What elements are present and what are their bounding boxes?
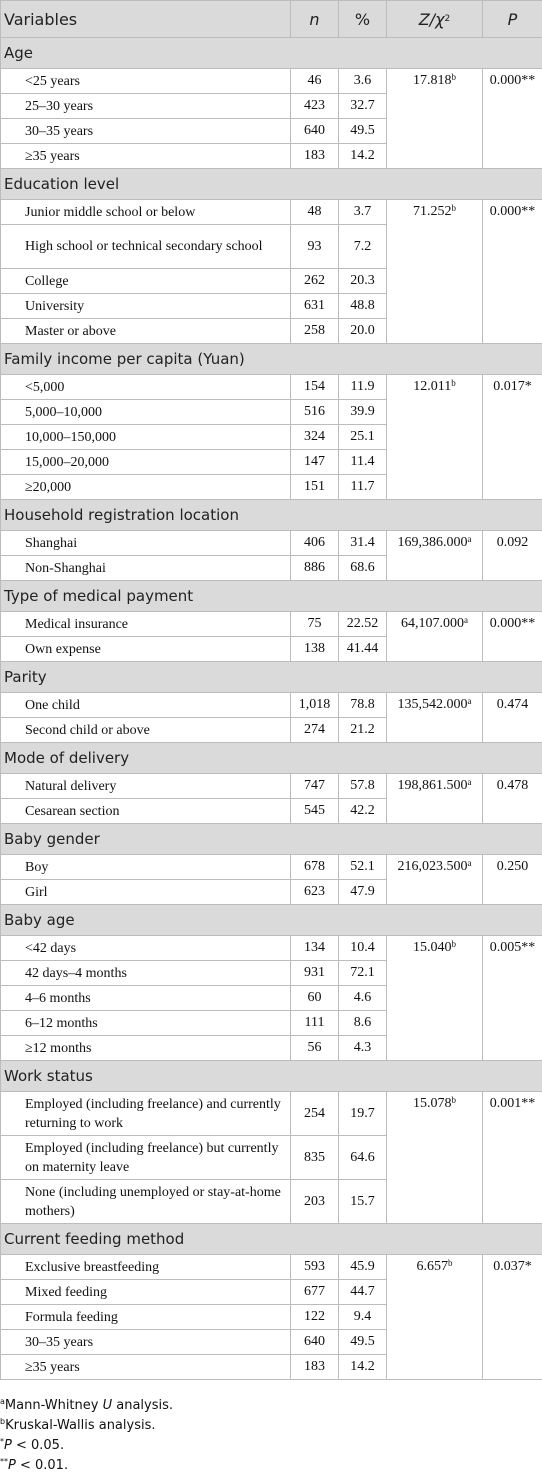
row-label: ≥35 years — [1, 144, 291, 169]
footnote-text-end: < 0.05. — [11, 1438, 65, 1453]
test-statistic-value: 64,107.000 — [401, 616, 464, 631]
row-percent: 47.9 — [339, 880, 387, 905]
footnote-text: Kruskal-Wallis analysis. — [5, 1418, 156, 1433]
row-percent: 25.1 — [339, 425, 387, 450]
header-variables: Variables — [1, 1, 291, 38]
header-n: n — [291, 1, 339, 38]
row-count: 324 — [291, 425, 339, 450]
row-label: None (including unemployed or stay-at-home mothers) — [1, 1180, 291, 1224]
row-percent: 15.7 — [339, 1180, 387, 1224]
row-count: 677 — [291, 1280, 339, 1305]
row-count: 60 — [291, 986, 339, 1011]
row-label: Non-Shanghai — [1, 556, 291, 581]
p-value-cell — [483, 855, 542, 905]
row-percent: 68.6 — [339, 556, 387, 581]
row-count: 593 — [291, 1255, 339, 1280]
p-value: 0.005** — [489, 940, 536, 955]
group-header-row — [1, 824, 542, 855]
row-percent: 14.2 — [339, 144, 387, 169]
row-count: 138 — [291, 637, 339, 662]
row-count: 75 — [291, 612, 339, 637]
row-percent: 19.7 — [339, 1092, 387, 1136]
footnote — [0, 1436, 542, 1456]
group-header-row — [1, 38, 542, 69]
row-count: 122 — [291, 1305, 339, 1330]
row-percent: 9.4 — [339, 1305, 387, 1330]
test-statistic-value: 198,861.500 — [397, 778, 468, 793]
test-statistic-value: 6.657 — [416, 1259, 448, 1274]
test-statistic-superscript: b — [451, 72, 456, 82]
group-header-row — [1, 344, 542, 375]
table-header-row — [1, 1, 542, 38]
row-count: 48 — [291, 200, 339, 225]
row-label: ≥12 months — [1, 1036, 291, 1061]
row-label: Employed (including freelance) and currently returning to work — [1, 1092, 291, 1136]
footnote-italic: P — [8, 1458, 16, 1473]
test-statistic — [387, 774, 482, 794]
footnote — [0, 1456, 542, 1476]
test-statistic-superscript: a — [467, 777, 472, 787]
row-count: 134 — [291, 936, 339, 961]
test-statistic-cell — [387, 375, 483, 500]
row-count: 183 — [291, 1355, 339, 1380]
test-statistic-superscript: b — [448, 1258, 453, 1268]
row-label: Junior middle school or below — [1, 200, 291, 225]
test-statistic — [387, 200, 482, 220]
test-statistic — [387, 612, 482, 632]
group-label: Family income per capita (Yuan) — [1, 344, 542, 375]
row-label: Mixed feeding — [1, 1280, 291, 1305]
group-label: Parity — [1, 662, 542, 693]
row-label: 6–12 months — [1, 1011, 291, 1036]
test-statistic — [387, 69, 482, 89]
row-percent: 7.2 — [339, 225, 387, 269]
footnote — [0, 1416, 542, 1436]
group-header-row — [1, 500, 542, 531]
test-statistic-cell — [387, 936, 483, 1061]
group-header-row — [1, 1061, 542, 1092]
row-percent: 22.52 — [339, 612, 387, 637]
test-statistic-value: 15.040 — [413, 940, 452, 955]
test-statistic-cell — [387, 1092, 483, 1224]
row-count: 406 — [291, 531, 339, 556]
row-percent: 64.6 — [339, 1136, 387, 1180]
row-percent: 10.4 — [339, 936, 387, 961]
row-count: 423 — [291, 94, 339, 119]
row-percent: 3.6 — [339, 69, 387, 94]
row-count: 154 — [291, 375, 339, 400]
group-header-row — [1, 662, 542, 693]
group-label: Household registration location — [1, 500, 542, 531]
footnotes — [0, 1396, 542, 1476]
row-label: 42 days–4 months — [1, 961, 291, 986]
p-value-cell — [483, 200, 542, 344]
group-header-row — [1, 905, 542, 936]
row-percent: 21.2 — [339, 718, 387, 743]
row-label: University — [1, 294, 291, 319]
footnote-text: Mann-Whitney — [4, 1398, 103, 1413]
row-count: 93 — [291, 225, 339, 269]
row-percent: 4.6 — [339, 986, 387, 1011]
p-value: 0.000** — [489, 204, 536, 219]
p-value-cell — [483, 1092, 542, 1224]
row-label: 15,000–20,000 — [1, 450, 291, 475]
row-count: 258 — [291, 319, 339, 344]
p-value: 0.000** — [489, 616, 536, 631]
row-percent: 39.9 — [339, 400, 387, 425]
test-statistic-value: 15.078 — [413, 1096, 452, 1111]
row-percent: 31.4 — [339, 531, 387, 556]
row-count: 631 — [291, 294, 339, 319]
row-count: 516 — [291, 400, 339, 425]
table-row — [1, 936, 542, 961]
row-label: Second child or above — [1, 718, 291, 743]
row-count: 151 — [291, 475, 339, 500]
test-statistic-superscript: a — [467, 534, 472, 544]
row-percent: 57.8 — [339, 774, 387, 799]
p-value-cell — [483, 612, 542, 662]
row-label: <5,000 — [1, 375, 291, 400]
row-label: Employed (including freelance) but currently on maternity leave — [1, 1136, 291, 1180]
p-value-cell — [483, 936, 542, 1061]
row-label: Medical insurance — [1, 612, 291, 637]
row-count: 274 — [291, 718, 339, 743]
row-percent: 72.1 — [339, 961, 387, 986]
test-statistic-value: 216,023.500 — [397, 859, 468, 874]
row-label: Natural delivery — [1, 774, 291, 799]
footnote-text-end: < 0.01. — [15, 1458, 69, 1473]
footnote-marker: ** — [0, 1457, 8, 1466]
row-label: <42 days — [1, 936, 291, 961]
test-statistic — [387, 693, 482, 713]
row-count: 56 — [291, 1036, 339, 1061]
footnote-marker: a — [0, 1397, 5, 1406]
row-percent: 41.44 — [339, 637, 387, 662]
row-percent: 14.2 — [339, 1355, 387, 1380]
group-header-row — [1, 169, 542, 200]
test-statistic-cell — [387, 1255, 483, 1380]
row-count: 931 — [291, 961, 339, 986]
row-count: 183 — [291, 144, 339, 169]
group-label: Type of medical payment — [1, 581, 542, 612]
group-label: Baby gender — [1, 824, 542, 855]
row-label: Master or above — [1, 319, 291, 344]
row-label: 4–6 months — [1, 986, 291, 1011]
test-statistic-cell — [387, 612, 483, 662]
row-count: 678 — [291, 855, 339, 880]
row-percent: 20.3 — [339, 269, 387, 294]
row-count: 111 — [291, 1011, 339, 1036]
row-label: Own expense — [1, 637, 291, 662]
footnote-marker: b — [0, 1417, 6, 1426]
group-header-row — [1, 743, 542, 774]
row-label: 25–30 years — [1, 94, 291, 119]
row-label: 30–35 years — [1, 1330, 291, 1355]
test-statistic-cell — [387, 69, 483, 169]
test-statistic — [387, 531, 482, 551]
test-statistic-superscript: a — [467, 858, 472, 868]
test-statistic-cell — [387, 531, 483, 581]
test-statistic — [387, 1092, 482, 1112]
row-percent: 44.7 — [339, 1280, 387, 1305]
p-value: 0.017* — [493, 379, 532, 394]
p-value: 0.250 — [496, 859, 529, 874]
header-stat-label: Z/χ — [418, 9, 445, 29]
p-value: 0.037* — [493, 1259, 532, 1274]
row-label: Exclusive breastfeeding — [1, 1255, 291, 1280]
row-label: Cesarean section — [1, 799, 291, 824]
group-header-row — [1, 581, 542, 612]
row-count: 747 — [291, 774, 339, 799]
row-label: One child — [1, 693, 291, 718]
test-statistic-value: 135,542.000 — [397, 697, 468, 712]
row-label: 5,000–10,000 — [1, 400, 291, 425]
row-count: 46 — [291, 69, 339, 94]
row-percent: 8.6 — [339, 1011, 387, 1036]
row-label: 30–35 years — [1, 119, 291, 144]
row-label: Formula feeding — [1, 1305, 291, 1330]
row-percent: 52.1 — [339, 855, 387, 880]
table-row — [1, 375, 542, 400]
footnote-marker: * — [0, 1437, 4, 1446]
row-percent: 11.9 — [339, 375, 387, 400]
table-row — [1, 69, 542, 94]
table-row — [1, 693, 542, 718]
p-value-cell — [483, 774, 542, 824]
footnote — [0, 1396, 542, 1416]
p-value: 0.092 — [496, 535, 529, 550]
header-stat-superscript: 2 — [444, 13, 451, 24]
table-row — [1, 1092, 542, 1136]
table-row — [1, 200, 542, 225]
row-label: ≥35 years — [1, 1355, 291, 1380]
p-value: 0.001** — [489, 1096, 536, 1111]
table-row — [1, 612, 542, 637]
group-label: Current feeding method — [1, 1224, 542, 1255]
group-header-row — [1, 1224, 542, 1255]
row-count: 203 — [291, 1180, 339, 1224]
row-count: 640 — [291, 119, 339, 144]
test-statistic-cell — [387, 693, 483, 743]
row-percent: 4.3 — [339, 1036, 387, 1061]
row-label: High school or technical secondary school — [1, 225, 291, 269]
footnote-text-end: analysis. — [112, 1398, 174, 1413]
row-label: Girl — [1, 880, 291, 905]
test-statistic — [387, 1255, 482, 1275]
test-statistic-value: 17.818 — [413, 73, 452, 88]
row-count: 886 — [291, 556, 339, 581]
table-row — [1, 774, 542, 799]
test-statistic-cell — [387, 855, 483, 905]
row-percent: 20.0 — [339, 319, 387, 344]
row-percent: 78.8 — [339, 693, 387, 718]
p-value: 0.478 — [496, 778, 529, 793]
p-value-cell — [483, 1255, 542, 1380]
row-label: Shanghai — [1, 531, 291, 556]
row-percent: 42.2 — [339, 799, 387, 824]
test-statistic-superscript: b — [451, 378, 456, 388]
row-percent: 32.7 — [339, 94, 387, 119]
p-value: 0.474 — [496, 697, 529, 712]
row-label: ≥20,000 — [1, 475, 291, 500]
table-row — [1, 1255, 542, 1280]
row-percent: 49.5 — [339, 1330, 387, 1355]
group-label: Work status — [1, 1061, 542, 1092]
group-label: Baby age — [1, 905, 542, 936]
row-count: 623 — [291, 880, 339, 905]
test-statistic — [387, 375, 482, 395]
table-row — [1, 531, 542, 556]
row-label: Boy — [1, 855, 291, 880]
p-value-cell — [483, 693, 542, 743]
header-test-statistic — [387, 1, 483, 38]
test-statistic-superscript: a — [464, 615, 468, 625]
table-row — [1, 855, 542, 880]
test-statistic-cell — [387, 774, 483, 824]
table-body — [1, 38, 542, 1380]
p-value-cell — [483, 375, 542, 500]
row-count: 1,018 — [291, 693, 339, 718]
group-label: Education level — [1, 169, 542, 200]
row-count: 835 — [291, 1136, 339, 1180]
header-percent: % — [339, 1, 387, 38]
test-statistic-superscript: a — [467, 696, 472, 706]
row-percent: 3.7 — [339, 200, 387, 225]
footnote-italic: U — [102, 1398, 113, 1413]
p-value: 0.000** — [489, 73, 536, 88]
row-count: 545 — [291, 799, 339, 824]
test-statistic-cell — [387, 200, 483, 344]
test-statistic-value: 71.252 — [413, 204, 452, 219]
row-label: 10,000–150,000 — [1, 425, 291, 450]
test-statistic-value: 169,386.000 — [397, 535, 468, 550]
test-statistic-superscript: b — [451, 1095, 456, 1105]
group-label: Mode of delivery — [1, 743, 542, 774]
row-label: <25 years — [1, 69, 291, 94]
footnote-italic: P — [4, 1438, 12, 1453]
row-percent: 45.9 — [339, 1255, 387, 1280]
row-count: 147 — [291, 450, 339, 475]
header-p-value: P — [483, 1, 542, 38]
test-statistic — [387, 936, 482, 956]
row-percent: 48.8 — [339, 294, 387, 319]
row-count: 262 — [291, 269, 339, 294]
test-statistic-superscript: b — [451, 939, 456, 949]
p-value-cell — [483, 69, 542, 169]
row-percent: 11.7 — [339, 475, 387, 500]
row-percent: 49.5 — [339, 119, 387, 144]
test-statistic — [387, 855, 482, 875]
test-statistic-superscript: b — [451, 203, 456, 213]
p-value-cell — [483, 531, 542, 581]
test-statistic-value: 12.011 — [413, 379, 452, 394]
row-count: 640 — [291, 1330, 339, 1355]
row-count: 254 — [291, 1092, 339, 1136]
row-label: College — [1, 269, 291, 294]
row-percent: 11.4 — [339, 450, 387, 475]
group-label: Age — [1, 38, 542, 69]
